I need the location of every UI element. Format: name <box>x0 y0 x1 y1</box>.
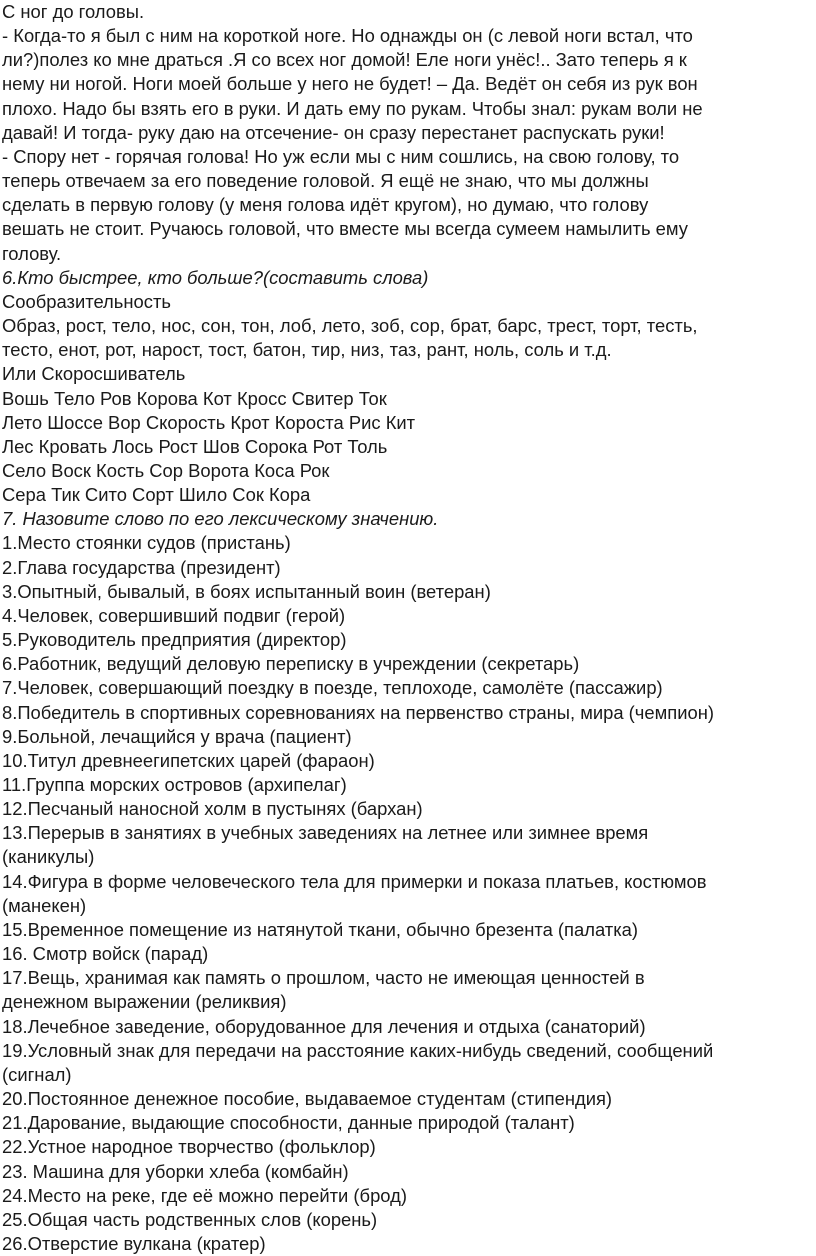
task7-heading: 7. Назовите слово по его лексическому значению. <box>2 508 439 530</box>
definition-line: 21.Дарование, выдающие способности, данные природой (талант) <box>2 1112 575 1134</box>
definition-item <box>2 1135 814 1159</box>
dialogue-line: - Когда-то я был с ним на короткой ноге. Но однажды он (с левой ноги встал, что <box>2 25 693 47</box>
word-row: Лес Кровать Лось Рост Шов Сорока Рот Толь <box>2 435 388 457</box>
definition-item <box>2 628 814 652</box>
definition-line: 17.Вещь, хранимая как память о прошлом, часто не имеющая ценностей в <box>2 967 645 989</box>
definition-line: 20.Постоянное денежное пособие, выдаваемое студентам (стипендия) <box>2 1088 613 1110</box>
definition-line: 13.Перерыв в занятиях в учебных заведениях на летнее или зимнее время <box>2 822 649 844</box>
dialogue-line: вешать не стоит. Ручаюсь головой, что вместе мы всегда сумеем намылить ему <box>2 218 688 240</box>
definition-item <box>2 652 814 676</box>
task6-heading: 6.Кто быстрее, кто больше?(составить слова) <box>2 266 429 288</box>
definition-line: 8.Победитель в спортивных соревнованиях на первенство страны, мира (чемпион) <box>2 701 714 723</box>
word-row: Сера Тик Сито Сорт Шило Сок Кора <box>2 484 311 506</box>
definition-item <box>2 676 814 700</box>
definition-item <box>2 1184 814 1208</box>
definition-item <box>2 1160 814 1184</box>
definition-item <box>2 797 814 821</box>
definition-line: 4.Человек, совершивший подвиг (герой) <box>2 604 346 626</box>
definition-line: 12.Песчаный наносной холм в пустынях (бархан) <box>2 798 423 820</box>
definition-item <box>2 1039 814 1087</box>
definition-line: 15.Временное помещение из натянутой ткани, обычно брезента (палатка) <box>2 918 639 940</box>
task6-word-grid <box>2 387 814 508</box>
definition-item <box>2 725 814 749</box>
definition-line: (манекен) <box>2 894 87 916</box>
dialogue-line: сделать в первую голову (у меня голова идёт кругом), но думаю, что голову <box>2 194 649 216</box>
word-row: Лето Шоссе Вор Скорость Крот Короста Рис Кит <box>2 411 416 433</box>
task6-words <box>2 314 814 362</box>
definition-line: 7.Человек, совершающий поездку в поезде, теплоходе, самолёте (пассажир) <box>2 677 663 699</box>
dialogue-paragraph <box>2 24 814 266</box>
definition-line: денежном выражении (реликвия) <box>2 991 287 1013</box>
definition-item <box>2 1015 814 1039</box>
task7-list <box>2 531 814 1256</box>
definition-item <box>2 749 814 773</box>
task6-words-line: тесто, енот, рот, нарост, тост, батон, тир, низ, таз, рант, ноль, соль и т.д. <box>2 339 612 361</box>
dialogue-line: нему ни ногой. Ноги моей больше у него не будет! – Да. Ведёт он себя из рук вон <box>2 73 698 95</box>
dialogue-line: ли?)полез ко мне драться .Я со всех ног домой! Еле ноги унёс!.. Зато теперь я к <box>2 49 687 71</box>
definition-line: 24.Место на реке, где её можно перейти (брод) <box>2 1184 407 1206</box>
definition-line: (сигнал) <box>2 1063 72 1085</box>
definition-item <box>2 1087 814 1111</box>
definition-line: (каникулы) <box>2 846 95 868</box>
definition-item <box>2 701 814 725</box>
definition-line: 9.Больной, лечащийся у врача (пациент) <box>2 725 352 747</box>
section-title: С ног до головы. <box>2 1 145 22</box>
definition-item <box>2 531 814 555</box>
definition-line: 5.Руководитель предприятия (директор) <box>2 629 347 651</box>
definition-line: 3.Опытный, бывалый, в боях испытанный воин (ветеран) <box>2 580 491 602</box>
definition-line: 6.Работник, ведущий деловую переписку в учреждении (секретарь) <box>2 653 580 675</box>
task6-alt-title: Или Скоросшиватель <box>2 363 186 385</box>
dialogue-line: голову. <box>2 242 62 264</box>
definition-line: 2.Глава государства (президент) <box>2 556 281 578</box>
definition-line: 25.Общая часть родственных слов (корень) <box>2 1208 378 1230</box>
definition-item <box>2 870 814 918</box>
definition-line: 10.Титул древнеегипетских царей (фараон) <box>2 749 375 771</box>
definition-line: 26.Отверстие вулкана (кратер) <box>2 1232 266 1254</box>
dialogue-line: - Спору нет - горячая голова! Но уж если мы с ним сошлись, на свою голову, то <box>2 145 680 167</box>
definition-item <box>2 966 814 1014</box>
definition-line: 1.Место стоянки судов (пристань) <box>2 532 291 554</box>
task6-subheading: Сообразительность <box>2 290 171 312</box>
definition-item <box>2 1208 814 1232</box>
definition-line: 22.Устное народное творчество (фольклор) <box>2 1136 376 1158</box>
definition-item <box>2 773 814 797</box>
definition-line: 14.Фигура в форме человеческого тела для примерки и показа платьев, костюмов <box>2 870 707 892</box>
dialogue-line: плохо. Надо бы взять его в руки. И дать ему по рукам. Чтобы знал: рукам воли не <box>2 97 703 119</box>
word-row: Село Воск Кость Сор Ворота Коса Рок <box>2 459 330 481</box>
definition-line: 18.Лечебное заведение, оборудованное для лечения и отдыха (санаторий) <box>2 1015 646 1037</box>
definition-item <box>2 1232 814 1256</box>
definition-line: 19.Условный знак для передачи на расстояние каких-нибудь сведений, сообщений <box>2 1039 714 1061</box>
definition-line: 16. Смотр войск (парад) <box>2 943 209 965</box>
task6-words-line: Образ, рост, тело, нос, сон, тон, лоб, лето, зоб, сор, брат, барс, трест, торт, тесть, <box>2 315 698 337</box>
definition-line: 11.Группа морских островов (архипелаг) <box>2 774 347 795</box>
definition-item <box>2 556 814 580</box>
definition-item <box>2 580 814 604</box>
dialogue-line: теперь отвечаем за его поведение головой. Я ещё не знаю, что мы должны <box>2 170 649 192</box>
definition-item <box>2 918 814 942</box>
definition-item <box>2 821 814 869</box>
dialogue-line: давай! И тогда- руку даю на отсечение- он сразу перестанет распускать руки! <box>2 121 665 143</box>
definition-item <box>2 942 814 966</box>
definition-item <box>2 1111 814 1135</box>
word-row: Вошь Тело Ров Корова Кот Кросс Свитер Ток <box>2 387 387 409</box>
definition-line: 23. Машина для уборки хлеба (комбайн) <box>2 1160 349 1182</box>
definition-item <box>2 604 814 628</box>
